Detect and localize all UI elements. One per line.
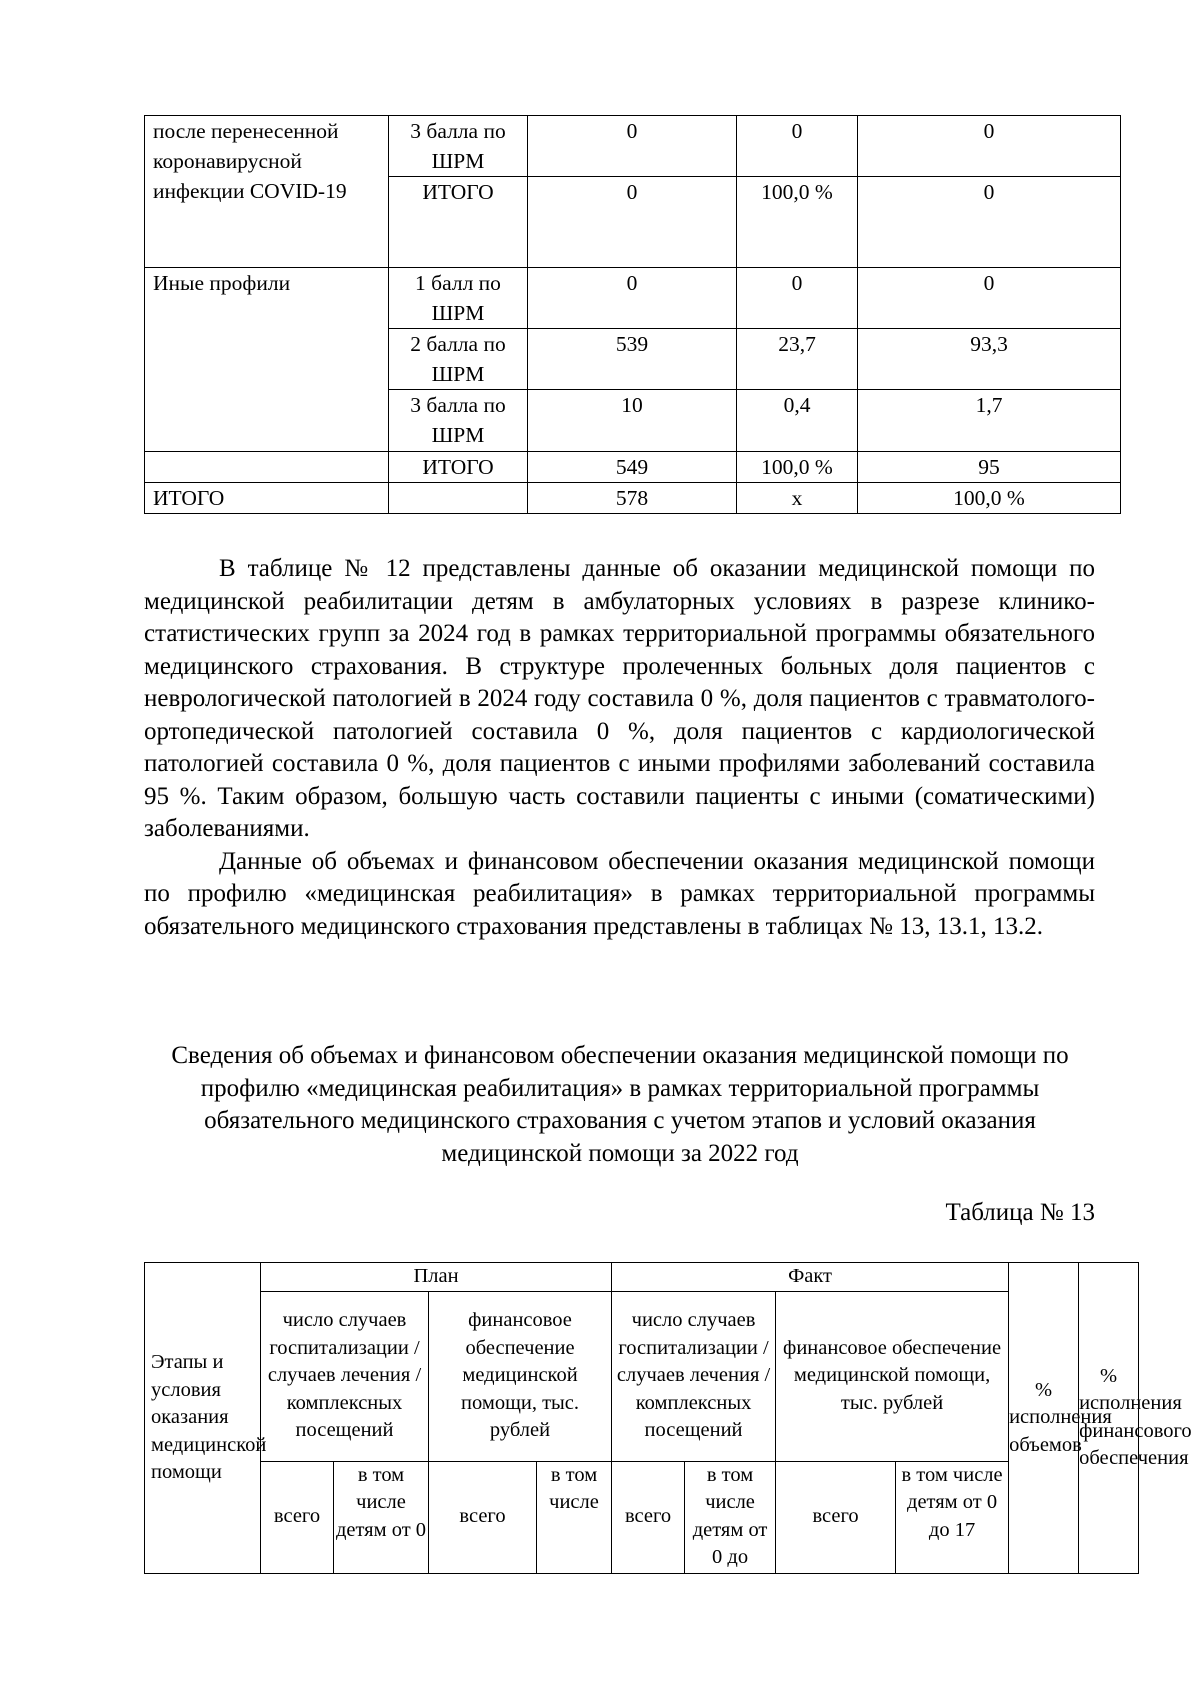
group-cell	[389, 483, 528, 514]
table-row	[145, 483, 1121, 514]
value-cell: 10	[528, 390, 737, 452]
plan-header: План	[261, 1263, 612, 1292]
children-header: в том числе детям от 0 до 17	[896, 1461, 1009, 1573]
body-text	[144, 553, 1095, 943]
value-cell: 100,0 %	[737, 452, 858, 483]
table-13	[144, 1262, 1192, 1574]
value-cell: 1,7	[858, 390, 1121, 452]
paragraph: В таблице № 12 представлены данные об оказании медицинской помощи по медицинской реабилитации детям в амбулаторных условиях в разрезе клинико-статистических групп за 2024 год в рамках территориальной программы обязательного медицинского страхования. В структуре пролеченных больных доля пациентов с неврологической патологией в 2024 году составила 0 %, доля пациентов с травматолого-ортопедической патологией составила 0 %, доля пациентов с кардиологической патологией составила 0 %, доля пациентов с иными профилями заболеваний составила 95 %. Таким образом, большую часть составили пациенты с иными (соматическими) заболеваниями.	[144, 555, 1095, 842]
table-number: Таблица № 13	[945, 1199, 1095, 1226]
value-cell: 95	[858, 452, 1121, 483]
profile-cell: после перенесенной коронавирусной инфекции COVID-19	[145, 116, 389, 268]
value-cell: 93,3	[858, 329, 1121, 390]
profile-cell: Иные профили	[145, 268, 389, 452]
table-row	[145, 116, 1121, 177]
value-cell: 578	[528, 483, 737, 514]
value-cell: 0	[528, 116, 737, 177]
group-cell: ИТОГО	[389, 452, 528, 483]
value-cell: 549	[528, 452, 737, 483]
finance-plan-header: финансовое обеспечение медицинской помощи, тыс. рублей	[429, 1291, 612, 1461]
table-row	[145, 1263, 1139, 1292]
value-cell: 0	[528, 177, 737, 268]
value-cell: 0	[528, 268, 737, 329]
group-cell: 3 балла по ШРМ	[389, 390, 528, 452]
value-cell: 0	[858, 116, 1121, 177]
value-cell: 0	[737, 268, 858, 329]
table-row	[145, 268, 1121, 329]
total-header: всего	[261, 1461, 334, 1573]
value-cell: 100,0 %	[737, 177, 858, 268]
rehab-groups-table	[144, 115, 1121, 514]
cases-plan-header: число случаев госпитализации / случаев лечения / комплексных посещений	[261, 1291, 429, 1461]
value-cell: 0	[737, 116, 858, 177]
total-header: всего	[612, 1461, 685, 1573]
pct-volume-header: % исполнения объемов	[1009, 1263, 1079, 1574]
value-cell: x	[737, 483, 858, 514]
finance-fact-header: финансовое обеспечение медицинской помощи, тыс. рублей	[776, 1291, 1009, 1461]
total-header: всего	[429, 1461, 537, 1573]
value-cell: 100,0 %	[858, 483, 1121, 514]
paragraph: Данные об объемах и финансовом обеспечении оказания медицинской помощи по профилю «медицинская реабилитация» в рамках территориальной программы обязательного медицинского страхования представлены в таблицах № 13, 13.1, 13.2.	[144, 847, 1095, 940]
cases-fact-header: число случаев госпитализации / случаев лечения / комплексных посещений	[612, 1291, 776, 1461]
children-header: в том числе детям от 0 до	[685, 1461, 776, 1573]
profile-cell: ИТОГО	[145, 483, 389, 514]
pct-finance-header: % исполнения финансового обеспечения	[1079, 1263, 1139, 1574]
group-cell: ИТОГО	[389, 177, 528, 268]
group-cell: 3 балла по ШРМ	[389, 116, 528, 177]
value-cell: 0	[858, 268, 1121, 329]
total-header: всего	[776, 1461, 896, 1573]
children-header: в том числе	[537, 1461, 612, 1573]
table-row	[145, 1461, 1139, 1573]
group-cell: 2 балла по ШРМ	[389, 329, 528, 390]
value-cell: 0,4	[737, 390, 858, 452]
value-cell: 539	[528, 329, 737, 390]
fact-header: Факт	[612, 1263, 1009, 1292]
group-cell: 1 балл по ШРМ	[389, 268, 528, 329]
stages-header: Этапы и условия оказания медицинской помощи	[145, 1263, 261, 1574]
table-caption: Сведения об объемах и финансовом обеспечении оказания медицинской помощи по профилю «медицинская реабилитация» в рамках территориальной программы обязательного медицинского страхования с учетом этапов и условий оказания медицинской помощи за 2022 год	[171, 1042, 1069, 1167]
table-row	[145, 452, 1121, 483]
table-row	[145, 1291, 1139, 1461]
value-cell: 0	[858, 177, 1121, 268]
value-cell: 23,7	[737, 329, 858, 390]
children-header: в том числе детям от 0	[334, 1461, 429, 1573]
profile-cell	[145, 452, 389, 483]
